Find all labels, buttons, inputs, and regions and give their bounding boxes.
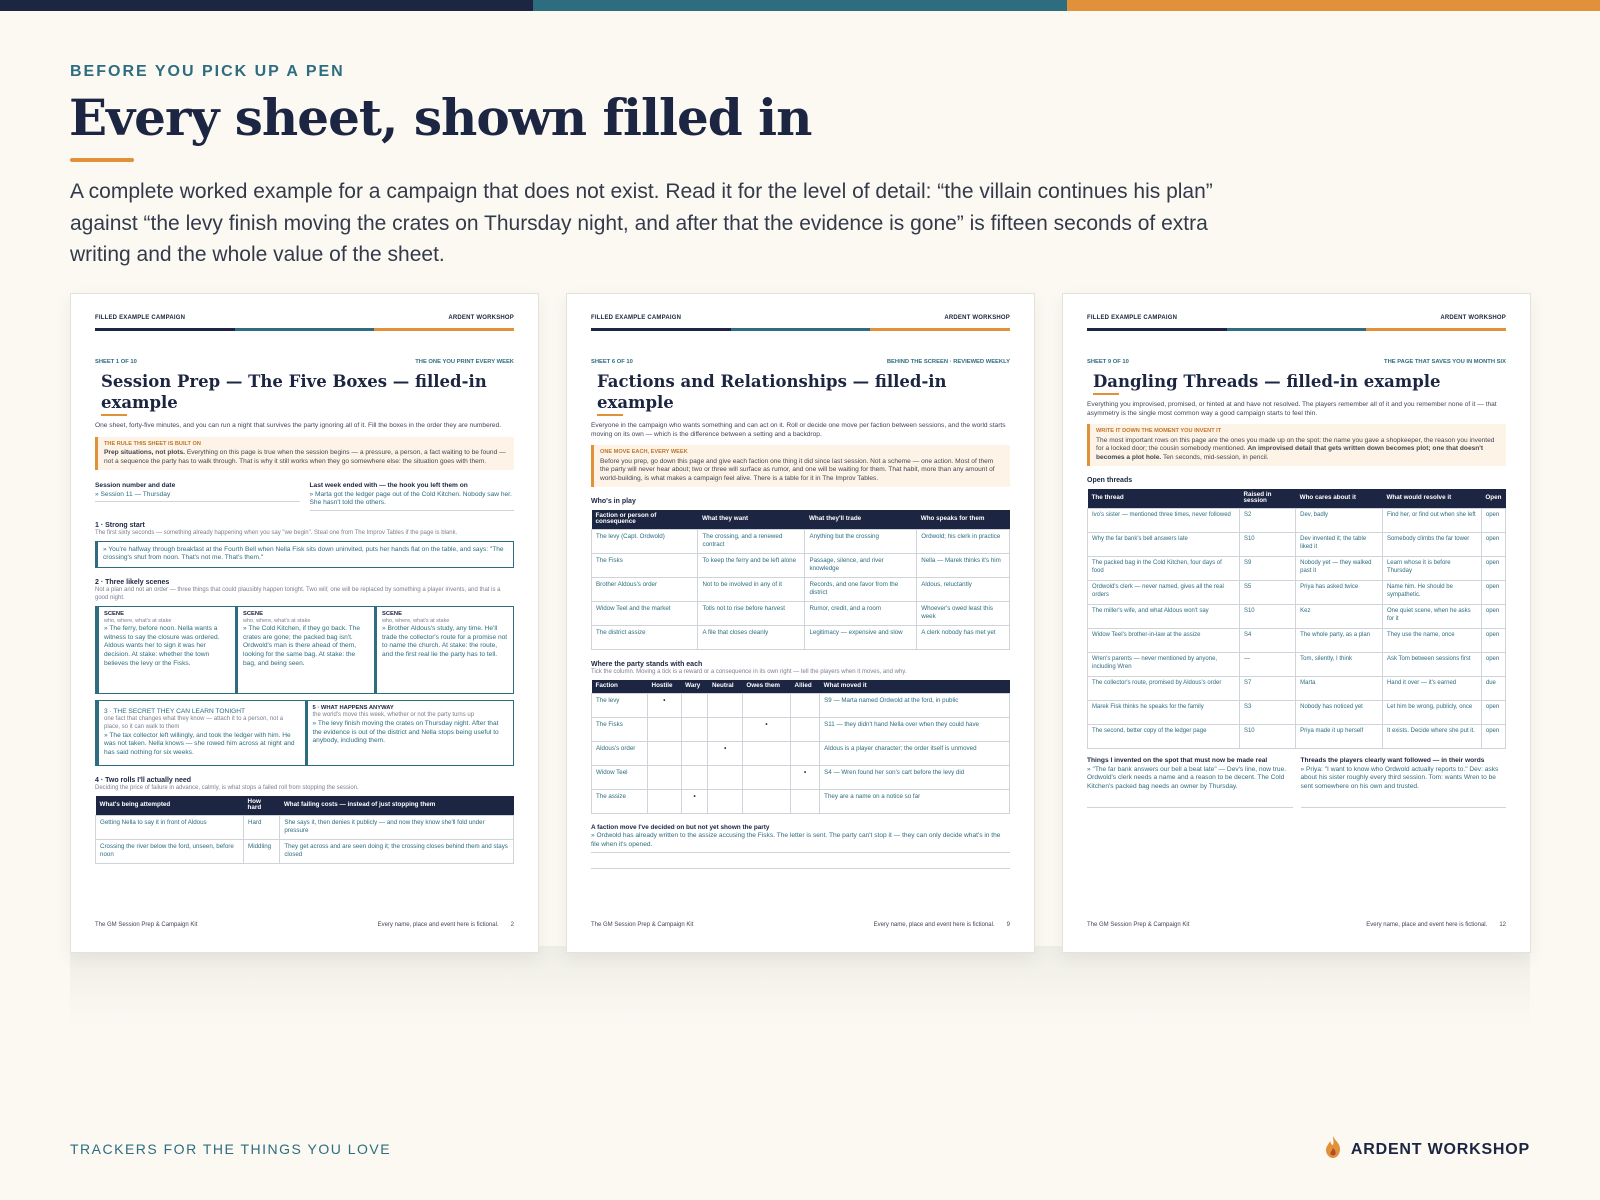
table-cell: Hand it over — it's earned bbox=[1382, 677, 1481, 701]
table-cell: S10 bbox=[1239, 533, 1295, 557]
anyway-value: » The levy finish moving the crates on Thursday night. After that the evidence is out of the district and Nella stops being useful to anybody, including them. bbox=[312, 720, 499, 745]
table-cell: Not to be involved in any of it bbox=[698, 578, 805, 602]
table-cell: Let him be wrong, publicly, once bbox=[1382, 701, 1481, 725]
table-cell: open bbox=[1481, 557, 1505, 581]
table-cell: Find her, or find out when she left bbox=[1382, 509, 1481, 533]
sheet-number: SHEET 9 OF 10 bbox=[1087, 358, 1129, 365]
anyway-sub: the world's move this week, whether or not the party turns up bbox=[312, 712, 475, 719]
anyway-box bbox=[305, 701, 514, 765]
section-rolls-sub: Deciding the price of failure in advance, calmly, is what stops a failed roll from stopping the session. bbox=[95, 784, 359, 791]
callout-label: THE RULE THIS SHEET IS BUILT ON bbox=[104, 440, 201, 447]
table-cell: Brother Aldous's order bbox=[592, 578, 698, 602]
table-row bbox=[1088, 701, 1506, 725]
party-stands-table bbox=[591, 680, 1010, 814]
sheet-factions bbox=[566, 293, 1035, 953]
tick-cell bbox=[742, 742, 790, 766]
sheet-tag: BEHIND THE SCREEN · REVIEWED WEEKLY bbox=[886, 358, 1010, 365]
scene-value: » Brother Aldous's study, any time. He'll trade the collector's route for a promise not to name the church. At stake: the route, and the first real lie the party has to tell. bbox=[382, 625, 508, 659]
sheet-header-right: ARDENT WORKSHOP bbox=[448, 315, 514, 321]
table-cell: Anything but the crossing bbox=[805, 530, 917, 554]
tick-cell bbox=[791, 742, 820, 766]
rolls-table bbox=[95, 796, 514, 865]
table-cell: Aldous is a player character; the order itself is unmoved bbox=[820, 742, 1010, 766]
invented-label: Things I invented on the spot that must now be made real bbox=[1087, 757, 1268, 765]
table-cell: S10 bbox=[1239, 725, 1295, 749]
footer-right: Every name, place and event here is fictional. bbox=[1366, 922, 1488, 929]
tick-cell bbox=[742, 766, 790, 790]
table-cell: open bbox=[1481, 653, 1505, 677]
table-cell: S11 — they didn't hand Nella over when they could have bbox=[820, 718, 1010, 742]
bottom-tagline: TRACKERS FOR THE THINGS YOU LOVE bbox=[70, 1141, 392, 1157]
table-cell: due bbox=[1481, 677, 1505, 701]
table-cell: — bbox=[1239, 653, 1295, 677]
column-header: Neutral bbox=[708, 680, 742, 693]
table-cell: Ask Tom between sessions first bbox=[1382, 653, 1481, 677]
table-cell: S4 — Wren found her son's cart before the levy did bbox=[820, 766, 1010, 790]
page-number: 2 bbox=[510, 922, 514, 929]
table-cell: Records, and one favor from the district bbox=[805, 578, 917, 602]
column-header: How hard bbox=[244, 796, 280, 816]
tick-cell bbox=[791, 694, 820, 718]
sheet-title: Dangling Threads — filled-in example bbox=[1093, 371, 1500, 395]
callout-lead: Prep situations, not plots. bbox=[104, 449, 185, 457]
table-row bbox=[592, 694, 1010, 718]
sheet-tag: THE ONE YOU PRINT EVERY WEEK bbox=[415, 358, 514, 365]
sheet-color-bar bbox=[1087, 328, 1506, 331]
sheet-number: SHEET 1 OF 10 bbox=[95, 358, 137, 365]
intro-paragraph: A complete worked example for a campaign that does not exist. Read it for the level of detail: “the villain continues his plan” against “the levy finish moving the crates on Thursday night, and after that the evidence is gone” is fifteen seconds of extra writing and the whole value of the sheet. bbox=[70, 180, 1213, 266]
table-row bbox=[96, 816, 514, 840]
table-cell: open bbox=[1481, 581, 1505, 605]
table-cell: S5 bbox=[1239, 581, 1295, 605]
faction-move-value: » Ordwold has already written to the assize accusing the Fisks. The letter is sent. The party can't stop it — they can only decide what's in the file when it's opened. bbox=[591, 832, 1010, 852]
column-header: Faction bbox=[592, 680, 648, 693]
table-row bbox=[1088, 677, 1506, 701]
tick-cell bbox=[681, 742, 708, 766]
sheet-dangling-threads bbox=[1062, 293, 1531, 953]
secret-sub: one fact that changes what they know — attach it to a person, not a place, so it can walk to them bbox=[104, 716, 284, 731]
table-cell: Why the far bank's bell answers late bbox=[1088, 533, 1240, 557]
tick-cell bbox=[791, 790, 820, 814]
scene-title: SCENE bbox=[382, 610, 402, 617]
tick-cell bbox=[708, 766, 742, 790]
table-cell: Nella — Marek thinks it's him bbox=[917, 554, 1010, 578]
table-cell: S9 bbox=[1239, 557, 1295, 581]
tick-cell bbox=[648, 742, 682, 766]
table-cell: Widow Teel bbox=[592, 766, 648, 790]
page-number: 12 bbox=[1499, 922, 1506, 929]
secret-and-anyway bbox=[95, 700, 514, 766]
table-row bbox=[1088, 533, 1506, 557]
table-cell: open bbox=[1481, 509, 1505, 533]
table-cell: S4 bbox=[1239, 629, 1295, 653]
scene-value: » The ferry, before noon. Nella wants a witness to say the closure was ordered. Aldous wants her to sign it was her decision. At stake: whether the town believes the levy or the Fisks. bbox=[104, 625, 220, 667]
tick-cell bbox=[708, 694, 742, 718]
callout-bold: An improvised detail that gets written down becomes plot; one that doesn't becomes a plot hole. bbox=[1096, 445, 1484, 461]
sheet-number: SHEET 6 OF 10 bbox=[591, 358, 633, 365]
table-cell: Widow Teel and the market bbox=[592, 602, 698, 626]
table-cell: Tolls not to rise before harvest bbox=[698, 602, 805, 626]
table-cell: Nobody has noticed yet bbox=[1296, 701, 1383, 725]
table-row bbox=[592, 742, 1010, 766]
table-cell: Dev, badly bbox=[1296, 509, 1383, 533]
table-cell: Nobody yet — they walked past it bbox=[1296, 557, 1383, 581]
tick-cell bbox=[681, 694, 708, 718]
sheet-color-bar bbox=[591, 328, 1010, 331]
table-cell: S7 bbox=[1239, 677, 1295, 701]
tick-cell bbox=[708, 790, 742, 814]
table-row bbox=[592, 578, 1010, 602]
last-week-label: Last week ended with — the hook you left them on bbox=[309, 482, 468, 490]
callout-tail: Ten seconds, mid-session, in pencil. bbox=[1162, 453, 1269, 461]
table-cell: The miller's wife, and what Aldous won't say bbox=[1088, 605, 1240, 629]
column-header: Owes them bbox=[742, 680, 790, 693]
footer-left: The GM Session Prep & Campaign Kit bbox=[591, 922, 694, 929]
table-cell: The second, better copy of the ledger page bbox=[1088, 725, 1240, 749]
table-cell: Legitimacy — expensive and slow bbox=[805, 626, 917, 650]
title-underline bbox=[70, 158, 134, 162]
wanted-label: Threads the players clearly want followed — in their words bbox=[1300, 757, 1485, 765]
column-header: Wary bbox=[681, 680, 708, 693]
tick-cell bbox=[708, 718, 742, 742]
table-cell: Priya has asked twice bbox=[1296, 581, 1383, 605]
table-cell: Dev invented it; the table liked it bbox=[1296, 533, 1383, 557]
sheet-description: Everything you improvised, promised, or hinted at and have not resolved. The players remember all of it and you remember none of it — that asymmetry is the single most common way a good campaign starts to feel thin. bbox=[1087, 401, 1497, 417]
table-row bbox=[592, 790, 1010, 814]
table-cell: Hard bbox=[244, 816, 280, 840]
scenes-grid bbox=[95, 606, 514, 694]
column-header: What they'll trade bbox=[805, 510, 917, 530]
table-cell: S3 bbox=[1239, 701, 1295, 725]
column-header: What failing costs — instead of just stopping them bbox=[280, 796, 514, 816]
table-cell: They use the name, once bbox=[1382, 629, 1481, 653]
table-cell: Marta bbox=[1296, 677, 1383, 701]
table-cell: Wren's parents — never mentioned by anyone, including Wren bbox=[1088, 653, 1240, 677]
section-scenes-sub: Not a plan and not an order — three things that could plausibly happen tonight. Two will; one will be replaced by something a player invents, and that is a good night. bbox=[95, 587, 501, 601]
sheet-description: Everyone in the campaign who wants something and can act on it. Roll or decide one move per faction between sessions, and the world starts moving on its own — which is the difference between a setting and a backdrop. bbox=[591, 422, 1006, 438]
sheet-header-right: ARDENT WORKSHOP bbox=[1440, 315, 1506, 321]
table-cell: The levy (Capt. Ordwold) bbox=[592, 530, 698, 554]
table-row bbox=[592, 602, 1010, 626]
secret-title: 3 · THE SECRET THEY CAN LEARN TONIGHT bbox=[104, 707, 246, 715]
table-cell: Middling bbox=[244, 840, 280, 864]
table-cell: Priya made it up herself bbox=[1296, 725, 1383, 749]
tick-cell bbox=[742, 790, 790, 814]
scene-box bbox=[235, 607, 374, 693]
scene-value: » The Cold Kitchen, if they go back. The crates are gone; the packed bag isn't. Ordwold's man is there ahead of them, looking for the same bag. At stake: the bag, and being seen. bbox=[243, 625, 361, 667]
table-cell: The collector's route, promised by Aldous's order bbox=[1088, 677, 1240, 701]
table-cell: One quiet scene, when he asks for it bbox=[1382, 605, 1481, 629]
tick-cell bbox=[648, 766, 682, 790]
sheet-session-prep bbox=[70, 293, 539, 953]
column-header: Hostile bbox=[648, 680, 682, 693]
footer-left: The GM Session Prep & Campaign Kit bbox=[95, 922, 198, 929]
column-header: Raised in session bbox=[1239, 489, 1295, 509]
table-row bbox=[1088, 557, 1506, 581]
table-cell: The district assize bbox=[592, 626, 698, 650]
flame-icon bbox=[1323, 1135, 1343, 1164]
table-cell: It exists. Decide where she put it. bbox=[1382, 725, 1481, 749]
sheet-title: Session Prep — The Five Boxes — filled-in example bbox=[101, 371, 508, 416]
column-header: What moved it bbox=[820, 680, 1010, 693]
sheet-footer bbox=[95, 922, 514, 930]
blank-line bbox=[591, 853, 1010, 869]
table-cell: A clerk nobody has met yet bbox=[917, 626, 1010, 650]
callout-label: ONE MOVE EACH, EVERY WEEK bbox=[600, 449, 688, 456]
sheet-title: Factions and Relationships — filled-in example bbox=[597, 371, 1004, 416]
table-cell: open bbox=[1481, 629, 1505, 653]
page-title: Every sheet, shown filled in bbox=[69, 88, 812, 147]
table-row bbox=[592, 554, 1010, 578]
table-cell: Widow Teel's brother-in-law at the assize bbox=[1088, 629, 1240, 653]
section-rolls: 4 · Two rolls I'll actually need bbox=[95, 776, 192, 784]
callout-label: WRITE IT DOWN THE MOMENT YOU INVENT IT bbox=[1096, 428, 1222, 435]
section-open-threads: Open threads bbox=[1087, 477, 1133, 485]
table-cell: Tom, silently, I think bbox=[1296, 653, 1383, 677]
table-cell: S10 bbox=[1239, 605, 1295, 629]
sheet-description: One sheet, forty-five minutes, and you can run a night that survives the party ignoring all of it. Fill the boxes in the order they are numbered. bbox=[95, 422, 502, 430]
scene-sub: who, where, what's at stake bbox=[243, 618, 311, 625]
sheet-header-left: FILLED EXAMPLE CAMPAIGN bbox=[95, 315, 186, 321]
column-header: What's being attempted bbox=[96, 796, 244, 816]
table-row bbox=[1088, 629, 1506, 653]
table-row bbox=[1088, 605, 1506, 629]
table-cell: Name him. He should be sympathetic. bbox=[1382, 581, 1481, 605]
callout-text: The most important rows on this page are the ones you made up on the spot: the name you gave a shopkeeper, the reason you invented for a locked door; the cousin somebody mentioned. bbox=[1096, 436, 1495, 453]
kicker: BEFORE YOU PICK UP A PEN bbox=[70, 63, 345, 80]
scene-sub: who, where, what's at stake bbox=[104, 618, 172, 625]
table-cell: The levy bbox=[592, 694, 648, 718]
table-row bbox=[1088, 509, 1506, 533]
table-cell: To keep the ferry and be left alone bbox=[698, 554, 805, 578]
invented-value: » "The far bank answers our bell a beat late" — Dev's line, now true. Ordwold's clerk needs a name and a reason to be decent. The Cold Kitchen's packed bag needs an owner by Thursday. bbox=[1087, 765, 1287, 791]
secret-value: » The tax collector left willingly, and took the ledger with him. He was not taken. Nella knows — she rowed him across at night and has said nothing for six weeks. bbox=[104, 731, 295, 756]
tick-cell: • bbox=[708, 742, 742, 766]
column-header: What would resolve it bbox=[1382, 489, 1481, 509]
table-cell: The packed bag in the Cold Kitchen, four days of food bbox=[1088, 557, 1240, 581]
scene-title: SCENE bbox=[104, 610, 124, 617]
callout-text: Everything on this page is true when the session begins — a pressure, a person, a fact waiting to be found — not a sequence the party has to walk through. That is why it still works when they go somewhere else: the situation goes with them. bbox=[104, 449, 506, 465]
sheet-header-left: FILLED EXAMPLE CAMPAIGN bbox=[1087, 315, 1178, 321]
tick-cell bbox=[648, 790, 682, 814]
table-cell: They are a name on a notice so far bbox=[820, 790, 1010, 814]
last-week-value: » Marta got the ledger page out of the Cold Kitchen. Nobody saw her. She hasn't told the others. bbox=[310, 491, 515, 511]
table-row bbox=[592, 530, 1010, 554]
column-header: Open bbox=[1481, 489, 1505, 509]
column-header: Who speaks for them bbox=[917, 510, 1010, 530]
scene-sub: who, where, what's at stake bbox=[382, 618, 450, 625]
table-cell: S2 bbox=[1239, 509, 1295, 533]
sheet-footer bbox=[1087, 922, 1506, 930]
table-cell: Getting Nella to say it in front of Aldous bbox=[96, 816, 244, 840]
footer-right: Every name, place and event here is fictional. bbox=[377, 922, 499, 929]
scene-box bbox=[374, 607, 513, 693]
table-cell: Whoever's owed least this week bbox=[917, 602, 1010, 626]
table-cell: Aldous, reluctantly bbox=[917, 578, 1010, 602]
top-color-bar bbox=[0, 0, 1600, 11]
table-cell: open bbox=[1481, 701, 1505, 725]
sheet-tag: THE PAGE THAT SAVES YOU IN MONTH SIX bbox=[1384, 358, 1506, 365]
blank-line bbox=[1087, 792, 1293, 808]
scene-box bbox=[96, 607, 235, 693]
page-number: 9 bbox=[1006, 922, 1010, 929]
section-scenes: 2 · Three likely scenes bbox=[95, 578, 170, 586]
table-cell: She says it, then denies it publicly — and now they know she'll fold under pressure bbox=[280, 816, 514, 840]
sheet-header-left: FILLED EXAMPLE CAMPAIGN bbox=[591, 315, 682, 321]
tick-cell bbox=[681, 766, 708, 790]
sheet-color-bar bbox=[95, 328, 514, 331]
stage-shadow bbox=[70, 946, 1530, 1026]
tick-cell: • bbox=[648, 694, 682, 718]
brand-logo bbox=[1323, 1135, 1530, 1164]
table-cell: Kez bbox=[1296, 605, 1383, 629]
column-header: Who cares about it bbox=[1296, 489, 1383, 509]
column-header: Faction or person of consequence bbox=[592, 510, 698, 530]
blank-line bbox=[1301, 792, 1507, 808]
column-header: The thread bbox=[1088, 489, 1240, 509]
callout-text: Before you prep, go down this page and give each faction one thing it did since last session. Not a scheme — one action. Most of them the party will never hear about; two or three will surface as rumor, and one will be waiting for them. That habit, more than any amount of world-building, is what makes a campaign feel alive. There is a table for it in The Improv Tables. bbox=[600, 457, 995, 482]
tick-cell: • bbox=[681, 790, 708, 814]
section-strong-start: 1 · Strong start bbox=[95, 521, 145, 529]
table-cell: S9 — Marta named Ordwold at the ford, in public bbox=[820, 694, 1010, 718]
table-cell: The Fisks bbox=[592, 554, 698, 578]
table-cell: The Fisks bbox=[592, 718, 648, 742]
footer-right: Every name, place and event here is fictional. bbox=[873, 922, 995, 929]
table-cell: open bbox=[1481, 605, 1505, 629]
footer-left: The GM Session Prep & Campaign Kit bbox=[1087, 922, 1190, 929]
section-party-stands-sub: Tick the column. Moving a tick is a reward or a consequence in its own right — tell the players when it moves, and why. bbox=[591, 669, 907, 676]
who-in-play-table bbox=[591, 510, 1010, 651]
session-number-label: Session number and date bbox=[95, 482, 176, 490]
table-row bbox=[1088, 581, 1506, 605]
table-cell: Passage, silence, and river knowledge bbox=[805, 554, 917, 578]
table-cell: The assize bbox=[592, 790, 648, 814]
table-cell: Learn whose it is before Thursday bbox=[1382, 557, 1481, 581]
table-cell: open bbox=[1481, 533, 1505, 557]
wanted-value: » Priya: "I want to know who Ordwold actually reports to." Dev: asks about his sister roughly every third session. Tom: wants Wren to be sent somewhere on his own and trusted. bbox=[1300, 765, 1499, 791]
secret-box bbox=[96, 701, 305, 765]
table-cell: Marek Fisk thinks he speaks for the family bbox=[1088, 701, 1240, 725]
table-cell: Aldous's order bbox=[592, 742, 648, 766]
sheet-header-right: ARDENT WORKSHOP bbox=[944, 315, 1010, 321]
column-header: Allied bbox=[791, 680, 820, 693]
table-cell: Rumor, credit, and a room bbox=[805, 602, 917, 626]
table-row bbox=[592, 718, 1010, 742]
table-row bbox=[96, 840, 514, 864]
table-cell: The whole party, as a plan bbox=[1296, 629, 1383, 653]
tick-cell bbox=[791, 718, 820, 742]
table-cell: Crossing the river below the ford, unseen, before noon bbox=[96, 840, 244, 864]
table-cell: Ordwold; his clerk in practice bbox=[917, 530, 1010, 554]
strong-start-box: » You're halfway through breakfast at the Fourth Bell when Nella Fisk sits down uninvited, puts her hands flat on the table, and says: "The crossing's shut from noon. That's not me. That's them." bbox=[95, 541, 514, 568]
open-threads-table bbox=[1087, 489, 1506, 750]
tick-cell bbox=[742, 694, 790, 718]
tick-cell: • bbox=[742, 718, 790, 742]
faction-move-label: A faction move I've decided on but not yet shown the party bbox=[591, 824, 770, 832]
brand-name: ARDENT WORKSHOP bbox=[1350, 1140, 1530, 1158]
table-cell: Somebody climbs the far tower bbox=[1382, 533, 1481, 557]
rule-callout bbox=[591, 445, 1010, 487]
anyway-title: 5 · WHAT HAPPENS ANYWAY bbox=[312, 704, 394, 711]
table-cell: A file that closes cleanly bbox=[698, 626, 805, 650]
rule-callout bbox=[95, 437, 514, 470]
section-party-stands: Where the party stands with each bbox=[591, 661, 703, 669]
tick-cell: • bbox=[791, 766, 820, 790]
rule-callout bbox=[1087, 424, 1506, 466]
table-cell: open bbox=[1481, 725, 1505, 749]
section-strong-start-sub: The first sixty seconds — something already happening when you say "we begin". Steal one from The Improv Tables if the page is blank. bbox=[95, 530, 458, 537]
sheet-footer bbox=[591, 922, 1010, 930]
column-header: What they want bbox=[698, 510, 805, 530]
table-cell: The crossing, and a renewed contract bbox=[698, 530, 805, 554]
tick-cell bbox=[648, 718, 682, 742]
session-number-value: » Session 11 — Thursday bbox=[95, 491, 300, 503]
table-row bbox=[1088, 653, 1506, 677]
table-row bbox=[1088, 725, 1506, 749]
table-cell: Ordwold's clerk — never named, gives all the real orders bbox=[1088, 581, 1240, 605]
table-row bbox=[592, 626, 1010, 650]
table-row bbox=[592, 766, 1010, 790]
tick-cell bbox=[681, 718, 708, 742]
scene-title: SCENE bbox=[243, 610, 263, 617]
table-cell: Ivo's sister — mentioned three times, never followed bbox=[1088, 509, 1240, 533]
table-cell: They get across and are seen doing it; the crossing closes behind them and stays closed bbox=[280, 840, 514, 864]
section-who-in-play: Who's in play bbox=[591, 498, 636, 506]
